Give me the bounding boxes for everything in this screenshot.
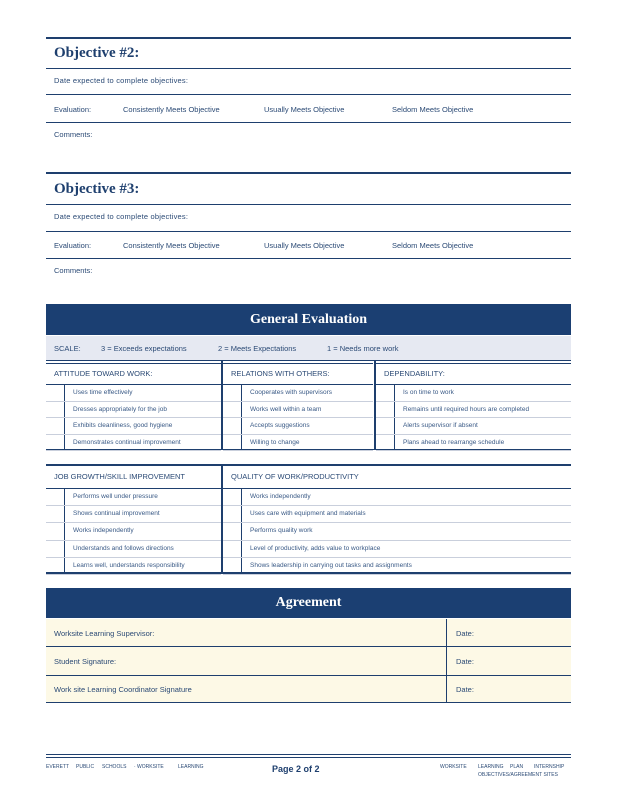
relations-header: RELATIONS WITH OTHERS:	[223, 364, 373, 385]
footer-text: LEARNING	[478, 764, 504, 770]
footer-text: INTERNSHIP	[534, 764, 565, 770]
column-divider	[221, 361, 223, 449]
rating-box[interactable]	[223, 489, 242, 505]
objective-title: Objective #2:	[54, 45, 140, 61]
footer-text: · WORKSITE	[134, 764, 164, 770]
rating-row[interactable]	[46, 489, 221, 506]
rating-item-label: Works well within a team	[250, 405, 322, 413]
job-growth-header: JOB GROWTH/SKILL IMPROVEMENT	[46, 466, 221, 489]
footer-text: EVERETT	[46, 764, 70, 770]
rating-row[interactable]	[223, 489, 571, 506]
column-divider	[446, 647, 447, 675]
rating-item-label: Level of productivity, adds value to workplace	[250, 544, 381, 552]
rating-row[interactable]	[376, 385, 571, 402]
rating-item-label: Exhibits cleanliness, good hygiene	[73, 422, 173, 429]
date-label: Date:	[456, 629, 474, 638]
divider	[46, 360, 571, 361]
rating-item-label: Accepts suggestions	[250, 422, 310, 429]
evaluation-label: Evaluation:	[54, 241, 92, 250]
footer-text: SCHOOLS	[102, 764, 127, 770]
option-consistently[interactable]: Consistently Meets Objective	[123, 105, 220, 114]
rating-row[interactable]	[46, 523, 221, 540]
dependability-table	[376, 363, 571, 451]
rating-row[interactable]	[223, 523, 571, 540]
supervisor-signature-row[interactable]	[46, 619, 571, 647]
student-signature-label: Student Signature:	[54, 657, 117, 666]
rating-box[interactable]	[46, 418, 65, 434]
scale-3: 3 = Exceeds expectations	[101, 344, 187, 353]
rating-item-label: Works independently	[250, 493, 311, 500]
rating-item-label: Remains until required hours are completed	[403, 405, 530, 413]
coordinator-signature-row[interactable]	[46, 676, 571, 703]
rating-item-label: Understands and follows directions	[73, 544, 174, 552]
divider	[46, 172, 571, 174]
rating-item-label: Performs well under pressure	[73, 493, 158, 500]
rating-row[interactable]	[46, 541, 221, 558]
rating-item-label: Is on time to work	[403, 389, 454, 396]
scale-2: 2 = Meets Expectations	[218, 344, 297, 353]
general-evaluation-title: General Evaluation	[46, 304, 571, 335]
quality-header: QUALITY OF WORK/PRODUCTIVITY	[223, 466, 571, 489]
rating-box[interactable]	[223, 418, 242, 434]
rating-box[interactable]	[46, 541, 65, 557]
rating-box[interactable]	[46, 435, 65, 451]
option-usually[interactable]: Usually Meets Objective	[264, 105, 345, 114]
footer-text: WORKSITE	[440, 764, 467, 770]
option-seldom[interactable]: Seldom Meets Objective	[392, 105, 474, 114]
column-divider	[446, 619, 447, 646]
agreement-title: Agreement	[46, 588, 571, 618]
rating-item-label: Cooperates with supervisors	[250, 389, 333, 396]
rating-item-label: Plans ahead to rearrange schedule	[403, 438, 505, 446]
date-label: Date:	[456, 685, 474, 694]
footer-text: LEARNING	[178, 764, 204, 770]
job-growth-table	[46, 466, 221, 575]
divider	[46, 449, 571, 450]
rating-box[interactable]	[223, 506, 242, 522]
rating-box[interactable]	[223, 523, 242, 539]
relations-table	[223, 363, 373, 451]
rating-row[interactable]	[223, 541, 571, 558]
date-label: Date:	[456, 657, 474, 666]
rating-item-label: Uses care with equipment and materials	[250, 510, 366, 518]
scale-bar	[46, 336, 571, 360]
rating-box[interactable]	[376, 418, 395, 434]
rating-box[interactable]	[376, 435, 395, 451]
rating-row[interactable]	[223, 506, 571, 523]
rating-row[interactable]	[46, 418, 221, 435]
rating-box[interactable]	[46, 506, 65, 522]
column-divider	[374, 361, 376, 449]
divider	[46, 204, 571, 205]
rating-item-label: Willing to change	[250, 438, 300, 446]
divider	[46, 258, 571, 259]
rating-row[interactable]	[223, 402, 373, 419]
coordinator-signature-label: Work site Learning Coordinator Signature	[54, 685, 192, 694]
rating-box[interactable]	[46, 385, 65, 401]
divider	[46, 37, 571, 39]
objective-title: Objective #3:	[54, 181, 140, 197]
date-expected-label: Date expected to complete objectives:	[54, 212, 189, 221]
scale-label: SCALE:	[54, 344, 81, 353]
rating-row[interactable]	[223, 385, 373, 402]
option-consistently[interactable]: Consistently Meets Objective	[123, 241, 220, 250]
rating-row[interactable]	[46, 402, 221, 419]
rating-item-label: Shows leadership in carrying out tasks and assignments	[250, 561, 412, 569]
option-seldom[interactable]: Seldom Meets Objective	[392, 241, 474, 250]
scale-1: 1 = Needs more work	[327, 344, 399, 353]
page-number: Page 2 of 2	[272, 764, 320, 774]
footer-text: PLAN	[510, 764, 524, 770]
rating-item-label: Shows continual improvement	[73, 510, 160, 518]
rating-box[interactable]	[46, 489, 65, 505]
column-divider	[446, 676, 447, 702]
attitude-table	[46, 363, 221, 451]
attitude-header: ATTITUDE TOWARD WORK:	[46, 364, 221, 385]
rating-box[interactable]	[223, 435, 242, 451]
comments-label: Comments:	[54, 266, 93, 275]
rating-item-label: Dresses appropriately for the job	[73, 405, 167, 413]
rating-item-label: Demonstrates continual improvement	[73, 438, 181, 446]
quality-table	[223, 466, 571, 575]
column-divider	[221, 466, 223, 572]
divider	[46, 572, 571, 574]
footer-text: OBJECTIVES/AGREEMENT SITES	[478, 772, 558, 778]
footer-rule	[46, 757, 571, 758]
divider	[46, 94, 571, 95]
option-usually[interactable]: Usually Meets Objective	[264, 241, 345, 250]
rating-box[interactable]	[46, 523, 65, 539]
footer-rule	[46, 754, 571, 755]
supervisor-signature-label: Worksite Learning Supervisor:	[54, 629, 155, 638]
rating-row[interactable]	[376, 402, 571, 419]
evaluation-label: Evaluation:	[54, 105, 92, 114]
rating-box[interactable]	[223, 402, 242, 418]
footer-text: PUBLIC	[76, 764, 95, 770]
comments-label: Comments:	[54, 130, 93, 139]
rating-item-label: Performs quality work	[250, 527, 313, 535]
rating-box[interactable]	[223, 385, 242, 401]
student-signature-row[interactable]	[46, 647, 571, 676]
divider	[46, 122, 571, 123]
rating-item-label: Learns well, understands responsibility	[73, 561, 185, 569]
rating-row[interactable]	[46, 385, 221, 402]
rating-row[interactable]	[223, 418, 373, 435]
rating-box[interactable]	[46, 402, 65, 418]
rating-row[interactable]	[46, 506, 221, 523]
divider	[46, 68, 571, 69]
date-expected-label: Date expected to complete objectives:	[54, 76, 189, 85]
divider	[46, 231, 571, 232]
rating-item-label: Alerts supervisor if absent	[403, 422, 478, 429]
rating-item-label: Works independently	[73, 527, 134, 535]
rating-box[interactable]	[223, 541, 242, 557]
rating-row[interactable]	[376, 418, 571, 435]
dependability-header: DEPENDABILITY:	[376, 364, 571, 385]
rating-item-label: Uses time effectively	[73, 389, 133, 396]
rating-box[interactable]	[376, 402, 395, 418]
rating-box[interactable]	[376, 385, 395, 401]
